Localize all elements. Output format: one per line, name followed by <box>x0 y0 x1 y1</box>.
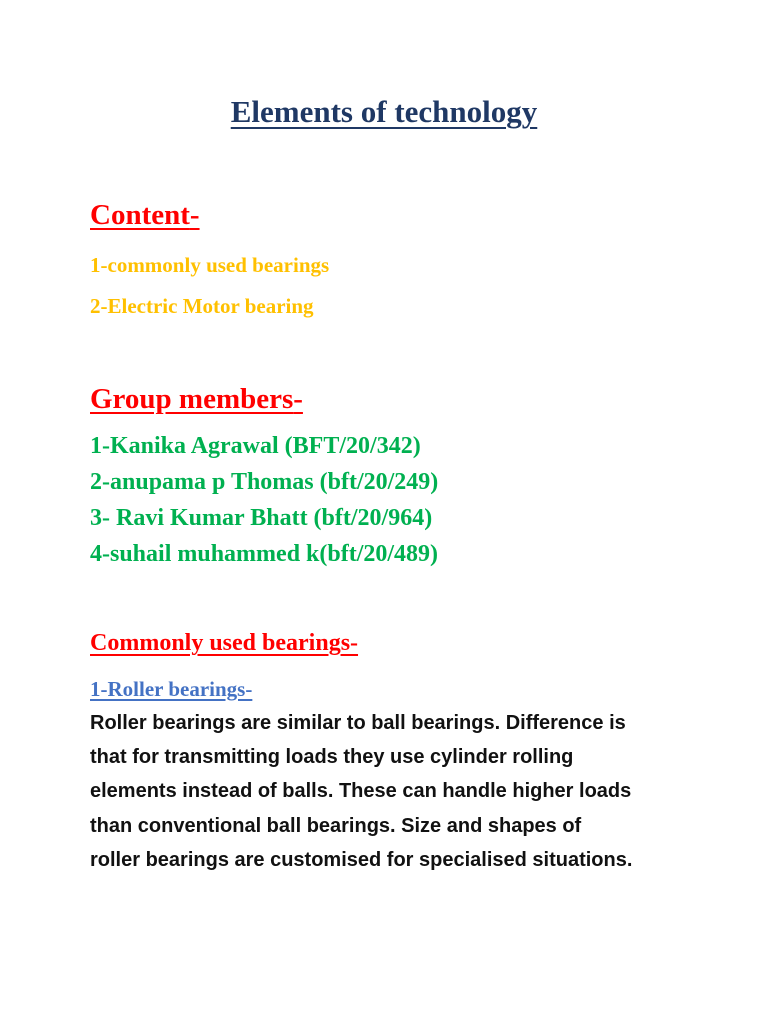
group-member: 4-suhail muhammed k(bft/20/489) <box>90 541 439 567</box>
group-member: 3- Ravi Kumar Bhatt (bft/20/964) <box>90 505 433 531</box>
roller-bearings-subheading: 1-Roller bearings- <box>90 677 253 701</box>
group-member: 1-Kanika Agrawal (BFT/20/342) <box>90 433 421 459</box>
content-item: 2-Electric Motor bearing <box>90 294 314 318</box>
content-heading-text: Content <box>90 199 190 231</box>
paragraph-line: Roller bearings are similar to ball bearings. Difference is <box>90 712 626 734</box>
content-heading <box>90 199 200 232</box>
paragraph-line: that for transmitting loads they use cylinder rolling <box>90 746 574 769</box>
bearings-section-heading: Commonly used bearings- <box>90 630 359 656</box>
document-title: Elements of technology <box>230 94 538 129</box>
group-member: 2-anupama p Thomas (bft/20/249) <box>90 469 439 495</box>
paragraph-line: than conventional ball bearings. Size and shapes of <box>90 814 582 837</box>
group-members-heading-suffix: - <box>293 383 303 415</box>
group-members-heading-text: Group members <box>90 383 294 415</box>
roller-bearings-paragraph <box>90 706 690 877</box>
paragraph-line: elements instead of balls. These can handle higher loads <box>90 780 632 803</box>
paragraph-line: roller bearings are customised for specialised situations. <box>90 848 633 871</box>
group-members-heading <box>90 383 303 416</box>
content-heading-suffix: - <box>189 199 200 231</box>
content-item: 1-commonly used bearings <box>90 253 330 277</box>
